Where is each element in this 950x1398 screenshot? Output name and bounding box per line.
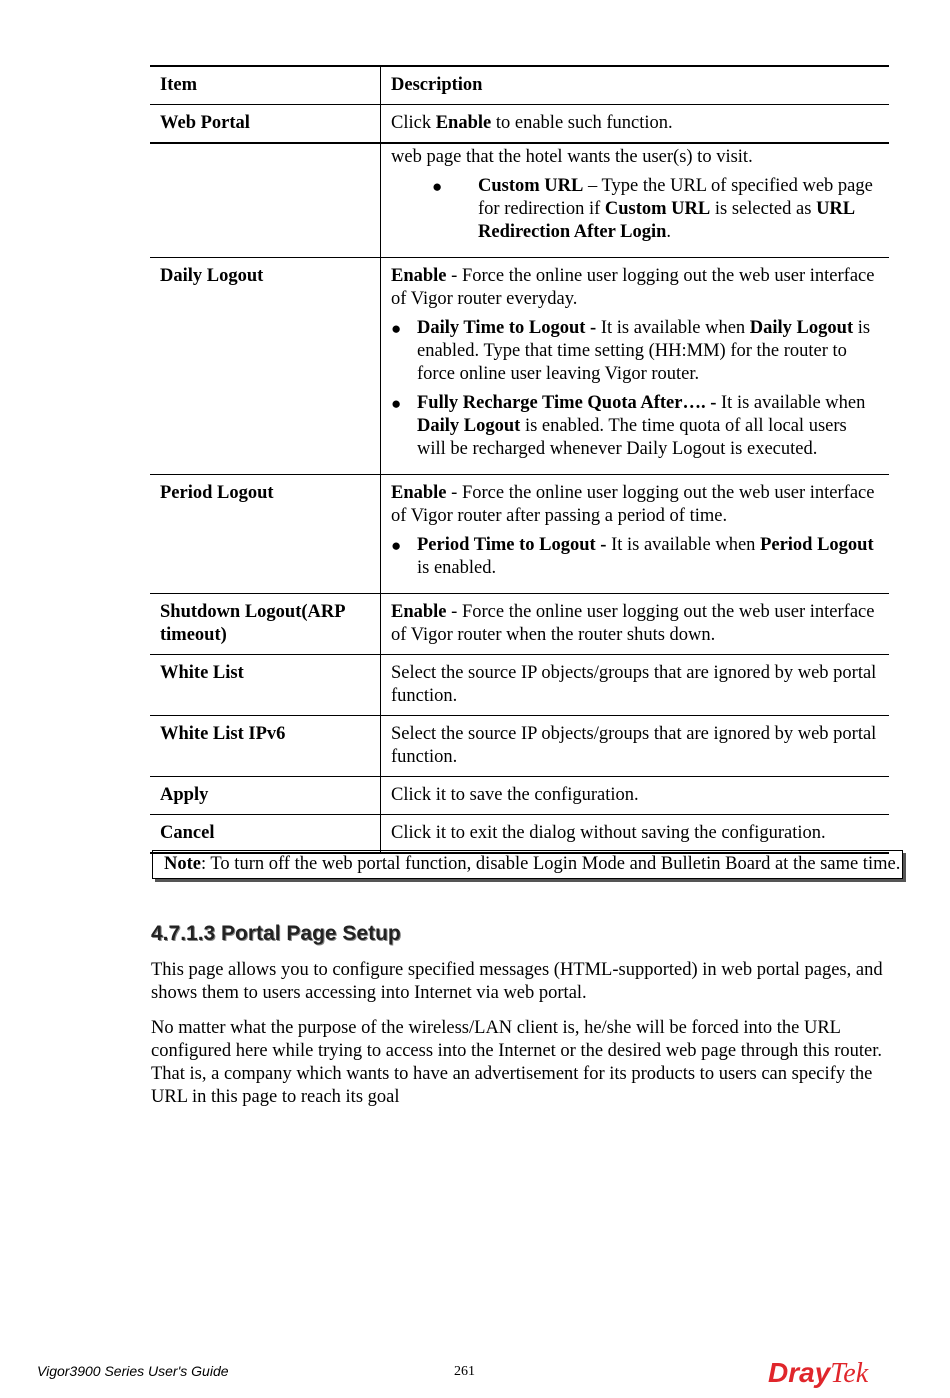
bullet-icon: ● (391, 394, 402, 413)
table-row (150, 594, 889, 655)
bold-text: Period Time to Logout - (417, 535, 607, 555)
text: It is available when (606, 535, 761, 555)
item-cell: Apply (150, 777, 381, 815)
text: – Type the URL of specified web page for redirection if (478, 176, 873, 219)
text: web page that the hotel wants the user(s) to visit. (391, 147, 753, 167)
item-cell: Daily Logout (150, 258, 381, 475)
bold-text: Enable (391, 483, 447, 503)
bold-text: Daily Time to Logout - (417, 318, 597, 338)
note-box (152, 850, 903, 879)
description-paragraph (391, 265, 879, 311)
description-cell (381, 143, 890, 258)
bullet-item (391, 317, 879, 386)
item-cell: White List IPv6 (150, 716, 381, 777)
description-cell (381, 105, 890, 144)
table-row (150, 815, 889, 854)
bold-text: Period Logout (760, 535, 874, 555)
bold-text: Daily Logout (749, 318, 854, 338)
description-cell (381, 716, 890, 777)
table-row (150, 475, 889, 594)
description-cell (381, 655, 890, 716)
table-row (150, 655, 889, 716)
item-cell: White List (150, 655, 381, 716)
text: . (666, 222, 672, 242)
table-header-row (150, 66, 889, 105)
bullet-icon: ● (432, 177, 443, 196)
text: is selected as (710, 199, 817, 219)
bullet-item (391, 392, 879, 461)
bold-text: Enable (435, 113, 492, 133)
logo-text: Tek (830, 1358, 869, 1389)
description-paragraph (391, 112, 879, 135)
text: Click it to exit the dialog without saving the configuration. (391, 823, 826, 843)
bold-text: Custom URL (604, 199, 711, 219)
text: Click it to save the configuration. (391, 785, 639, 805)
description-paragraph (391, 601, 879, 647)
text: - Force the online user logging out the web user interface of Vigor router everyday. (391, 266, 875, 309)
description-paragraph (391, 784, 879, 807)
table-row (150, 716, 889, 777)
bold-text: URL Redirection After Login (478, 199, 855, 242)
text: Select the source IP objects/groups that are ignored by web portal function. (391, 724, 877, 767)
bold-text: Fully Recharge Time Quota After…. - (417, 393, 717, 413)
description-paragraph (391, 822, 879, 845)
description-cell (381, 815, 890, 854)
text: to enable such function. (491, 113, 673, 133)
text: is enabled. (417, 558, 497, 578)
bullet-icon: ● (391, 536, 402, 555)
table-row (150, 143, 889, 258)
text: - Force the online user logging out the web user interface of Vigor router when the router shuts down. (391, 602, 875, 645)
draytek-logo (768, 1357, 868, 1390)
text: Select the source IP objects/groups that are ignored by web portal function. (391, 663, 877, 706)
item-cell: Web Portal (150, 105, 381, 144)
note-label: Note (164, 854, 201, 874)
bold-text: Enable (391, 602, 447, 622)
description-table (150, 65, 889, 854)
description-cell (381, 258, 890, 475)
column-header: Description (381, 66, 890, 105)
table-row (150, 105, 889, 144)
bullet-item (391, 534, 879, 580)
section-heading: 4.7.1.3 Portal Page Setup (151, 922, 401, 945)
item-cell (150, 143, 381, 258)
note-text: : To turn off the web portal function, disable Login Mode and Bulletin Board at the same time. (200, 854, 901, 874)
description-paragraph (391, 662, 879, 708)
bullet-item (391, 175, 879, 244)
description-cell (381, 777, 890, 815)
table-row (150, 777, 889, 815)
text: Click (391, 113, 436, 133)
description-cell (381, 594, 890, 655)
description-cell (381, 475, 890, 594)
page-number: 261 (454, 1364, 475, 1379)
item-cell: Shutdown Logout(ARP timeout) (150, 594, 381, 655)
bold-text: Custom URL (478, 176, 584, 196)
description-paragraph (391, 723, 879, 769)
bullet-icon: ● (391, 319, 402, 338)
column-header: Item (150, 66, 381, 105)
section-paragraph: This page allows you to configure specified messages (HTML-supported) in web portal pages, and shows them to users accessing into Internet via web portal. (151, 960, 883, 1003)
text: It is available when (716, 393, 866, 413)
logo-text: Dray (768, 1357, 831, 1388)
text: is enabled. The time quota of all local users will be recharged whenever Daily Logout is executed. (417, 416, 847, 459)
section-paragraph: No matter what the purpose of the wireless/LAN client is, he/she will be forced into the URL configured here while trying to access into the Internet or the desired web page through this router. That is, a company which wants to have an advertisement for its products to users can specify the URL in this page to reach its goal (151, 1018, 883, 1107)
table-row (150, 258, 889, 475)
text: - Force the online user logging out the web user interface of Vigor router after passing a period of time. (391, 483, 875, 526)
text: It is available when (596, 318, 750, 338)
item-cell: Cancel (150, 815, 381, 854)
description-paragraph (391, 146, 879, 169)
text: is enabled. Type that time setting (HH:MM) for the router to force online user leaving Vigor router. (417, 318, 871, 384)
item-cell: Period Logout (150, 475, 381, 594)
footer-guide-title: Vigor3900 Series User's Guide (37, 1363, 229, 1379)
description-paragraph (391, 482, 879, 528)
bold-text: Enable (391, 266, 447, 286)
bold-text: Daily Logout (417, 416, 521, 436)
